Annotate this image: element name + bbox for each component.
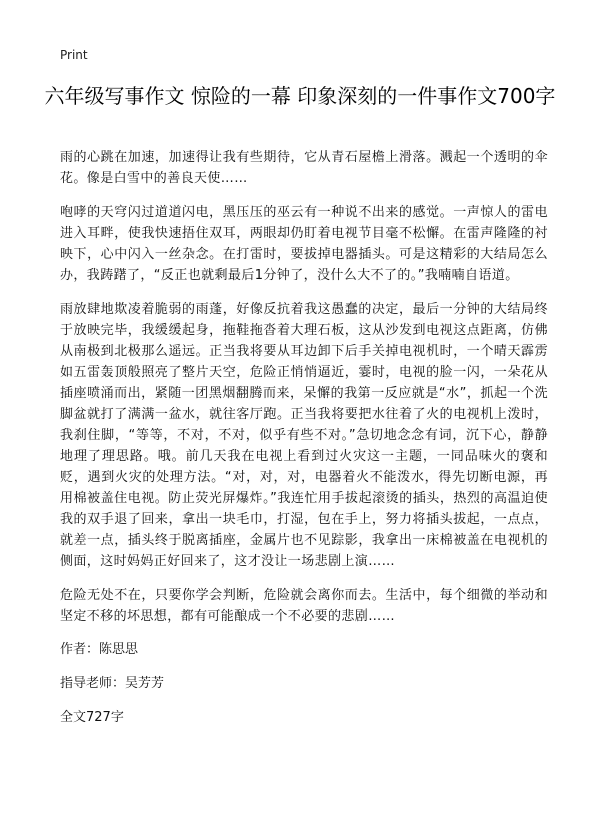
word-count-line: 全文727字: [60, 710, 124, 725]
teacher-line: 指导老师：吴芳芳: [60, 676, 165, 691]
paragraph-3: 雨放肆地欺凌着脆弱的雨蓬，好像反抗着我这愚蠢的决定，最后一分钟的大结局终于放映完毕，我缓缓起身，拖鞋拖沓着大理石板，这从沙发到电视这点距离，仿佛从南极到北极那么遥远。正当我将要从耳边卸下后手关掉电视机时，一个晴天霹雳如五雷轰顶般照亮了整片天空，危险正悄悄逼近，霎时，电视的脸一闪，一朵花从插座喷涌而出，紧随一团黑烟翻腾而来，呆懈的我第一反应就是“水”，抓起一个洗脚盆就打了满满一盆水，就往客厅跑。正当我将要把水往着了火的电视机上泼时，我刹住脚，“等等，不对，不对，似乎有些不对。”急切地念念有词，沉下心，静静地理了理思路。哦。前几天我在电视上看到过火灾这一主题，一同品味火的褒和贬，遇到火灾的处理方法。“对，对，对，电器着火不能泼水，得先切断电源，再用棉被盖住电视。防止荧光屏爆炸。”我连忙用手拔起滚烫的插头，热烈的高温迫使我的双手退了回来，拿出一块毛巾，打湿，包在手上，努力将插头拔起，一点点，就差一点，插头终于脱离插座，金属片也不见踪影，我拿出一床棉被盖在电视机的侧面，这时妈妈正好回来了，这才没让一场悲剧上演……: [60, 302, 548, 569]
print-link[interactable]: Print: [60, 48, 88, 62]
paragraph-4: 危险无处不在，只要你学会判断，危险就会离你而去。生活中，每个细微的举动和坚定不移的坏思想，都有可能酿成一个不必要的悲剧……: [60, 588, 548, 624]
paragraph-2: 咆哮的天穹闪过道道闪电，黑压压的巫云有一种说不出来的感觉。一声惊人的雷电进入耳畔，使我快速捂住双耳，两眼却仍盯着电视节目毫不松懈。在雷声隆隆的衬映下，心中闪入一丝杂念。在打雷时，要拔掉电器插头。可是这精彩的大结局怎么办，我踌躇了，“反正也就剩最后1分钟了，没什么大不了的。”我喃喃自语道。: [60, 205, 548, 283]
paragraph-1: 雨的心跳在加速，加速得让我有些期待，它从青石屋檐上滑落。溅起一个透明的伞花。像是白雪中的善良天使……: [60, 150, 548, 186]
article-title: 六年级写事作文 惊险的一幕 印象深刻的一件事作文700字: [44, 84, 556, 108]
article-body: [60, 147, 548, 742]
author-line: 作者：陈思思: [60, 642, 139, 657]
